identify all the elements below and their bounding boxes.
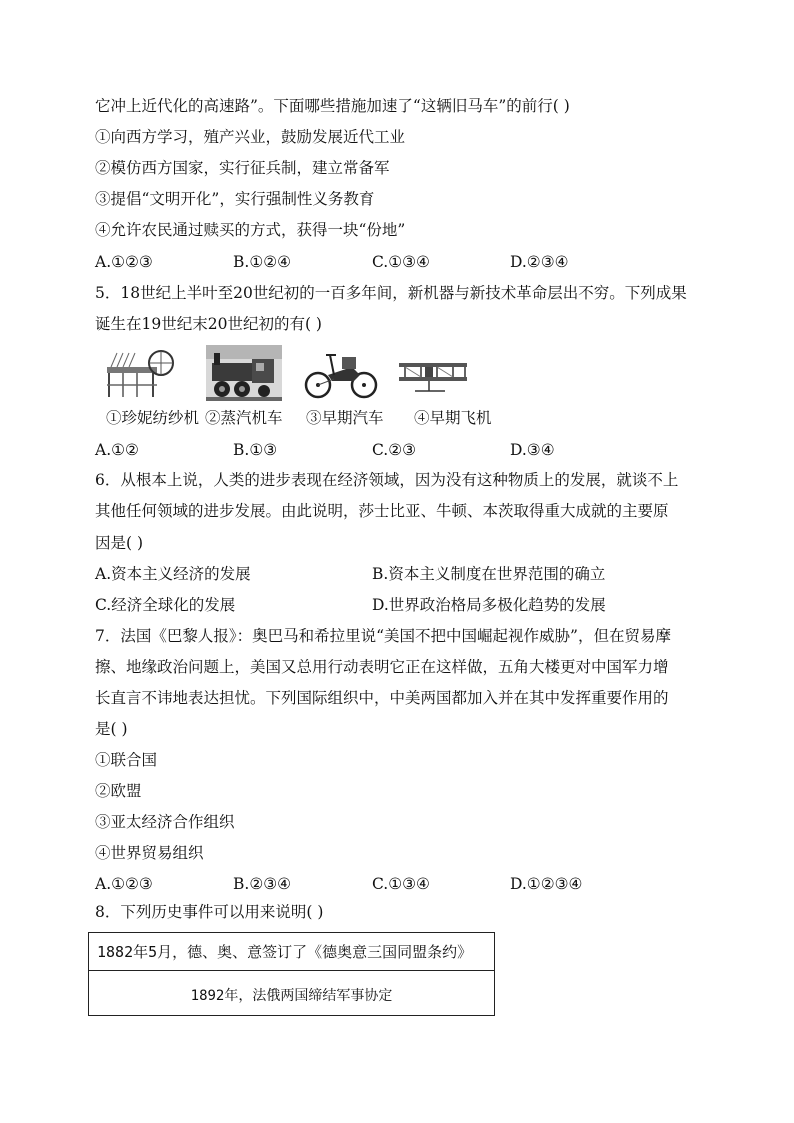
early-automobile-image — [304, 345, 380, 401]
choice-d: D.世界政治格局多极化趋势的发展 — [372, 596, 606, 614]
choice-d: D.③④ — [510, 441, 555, 459]
option-item: ③亚太经济合作组织 — [95, 813, 235, 831]
choice-b: B.②③④ — [233, 875, 292, 893]
figure-caption: ④早期飞机 — [414, 409, 492, 427]
early-airplane-image — [395, 345, 473, 401]
question-5-text: 诞生在19世纪末20世纪初的有( ) — [95, 315, 322, 333]
choice-d: D.①②③④ — [510, 875, 583, 893]
choice-c: C.①③④ — [372, 253, 430, 271]
question-6-text: 其他任何领域的进步发展。由此说明，莎士比亚、牛顿、本茨取得重大成就的主要原 — [95, 502, 669, 520]
figure-caption: ③早期汽车 — [306, 409, 384, 427]
choice-d: D.②③④ — [510, 253, 569, 271]
option-item: ④世界贸易组织 — [95, 844, 204, 862]
figure-caption: ②蒸汽机车 — [205, 409, 283, 427]
spinning-jenny-image — [103, 345, 175, 401]
choice-a: A.①②③ — [95, 253, 153, 271]
text-line: 它冲上近代化的高速路”。下面哪些措施加速了“这辆旧马车”的前行( ) — [95, 97, 570, 115]
choice-b: B.①②④ — [233, 253, 292, 271]
question-7-text: 擦、地缘政治问题上，美国又总用行动表明它正在这样做，五角大楼更对中国军力增 — [95, 658, 669, 676]
choice-a: A.①② — [95, 441, 139, 459]
choice-c: C.②③ — [372, 441, 417, 459]
table-cell: 1892年，法俄两国缔结军事协定 — [190, 988, 393, 1004]
question-6-text: 6．从根本上说，人类的进步表现在经济领域，因为没有这种物质上的发展，就谈不上 — [95, 471, 679, 489]
question-5-text: 5．18世纪上半叶至20世纪初的一百多年间，新机器与新技术革命层出不穷。下列成果 — [95, 284, 687, 302]
question-7-text: 长直言不讳地表达担忧。下列国际组织中，中美两国都加入并在其中发挥重要作用的 — [95, 689, 669, 707]
option-item: ③提倡“文明开化”，实行强制性义务教育 — [95, 190, 375, 208]
question-6-text: 因是( ) — [95, 534, 144, 552]
option-item: ①联合国 — [95, 751, 158, 769]
events-table — [88, 932, 495, 1016]
question-7-text: 7．法国《巴黎人报》：奥巴马和希拉里说“美国不把中国崛起视作威胁”，但在贸易摩 — [95, 627, 671, 645]
choice-b: B.①③ — [233, 441, 278, 459]
choice-c: C.①③④ — [372, 875, 430, 893]
option-item: ④允许农民通过赎买的方式，获得一块“份地” — [95, 221, 406, 239]
question-8-text: 8．下列历史事件可以用来说明( ) — [95, 903, 324, 921]
question-7-text: 是( ) — [95, 720, 128, 738]
choice-c: C.经济全球化的发展 — [95, 596, 236, 614]
choice-a: A.资本主义经济的发展 — [95, 565, 251, 583]
steam-locomotive-image — [206, 345, 282, 401]
choice-a: A.①②③ — [95, 875, 153, 893]
option-item: ②模仿西方国家，实行征兵制，建立常备军 — [95, 159, 390, 177]
option-item: ②欧盟 — [95, 782, 142, 800]
option-item: ①向西方学习，殖产兴业，鼓励发展近代工业 — [95, 128, 406, 146]
table-row — [89, 933, 494, 971]
figure-caption: ①珍妮纺纱机 — [106, 409, 200, 427]
table-cell: 1882年5月，德、奥、意签订了《德奥意三国同盟条约》 — [97, 943, 473, 961]
choice-b: B.资本主义制度在世界范围的确立 — [372, 565, 606, 583]
